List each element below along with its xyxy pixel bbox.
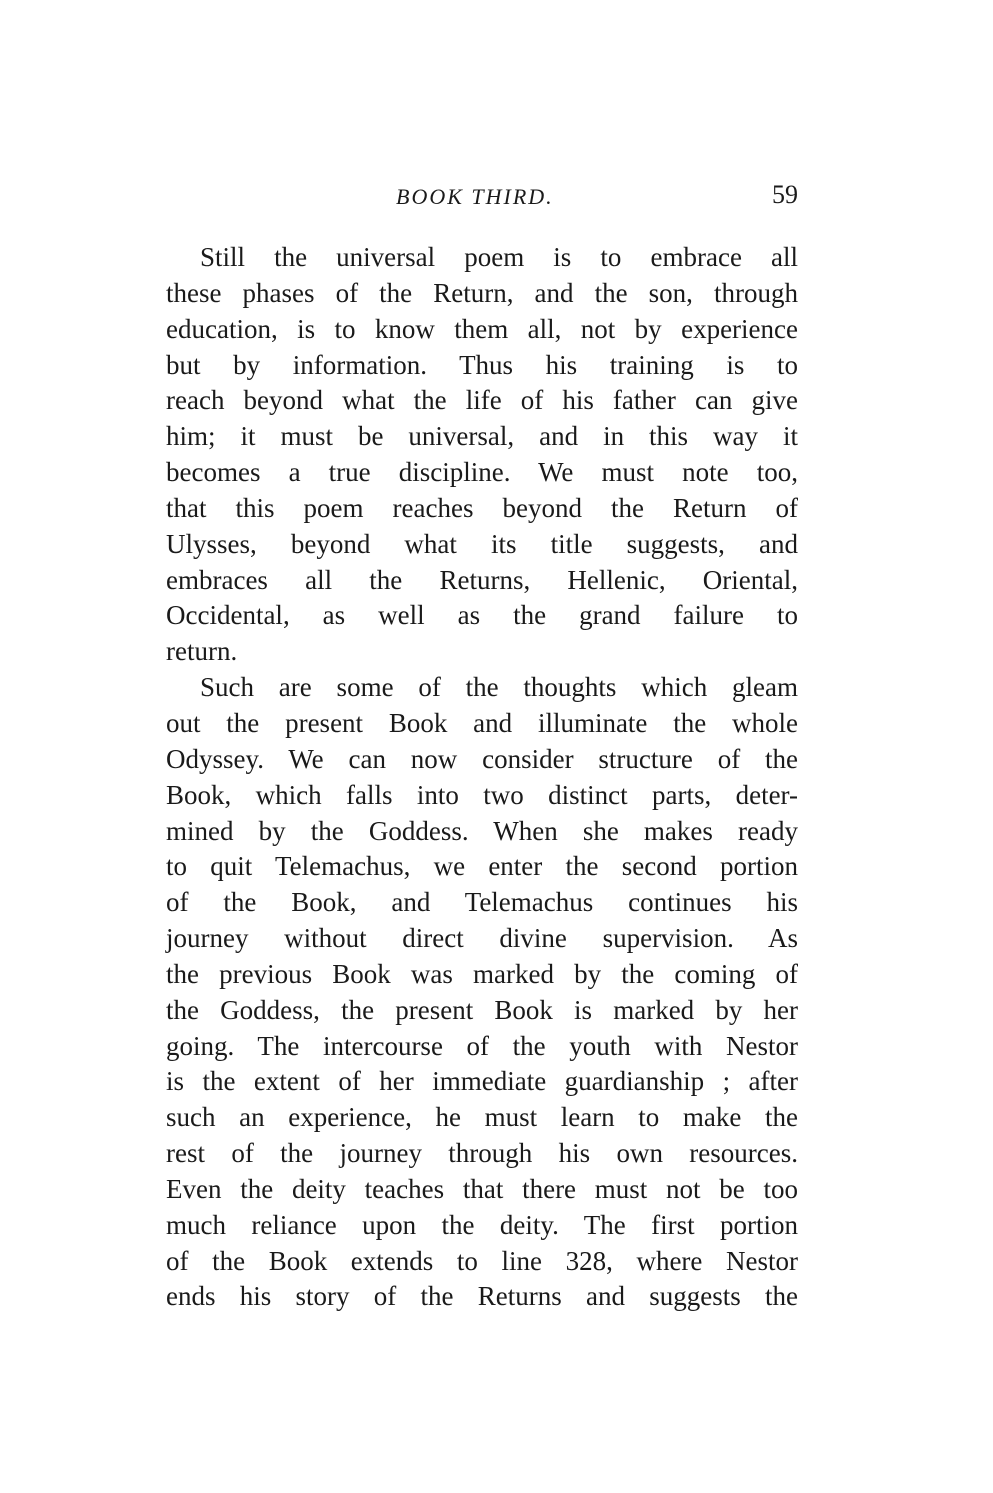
text-line: these phases of the Return, and the son, through	[166, 277, 798, 308]
text-line: becomes a true discipline. We must note too,	[166, 457, 798, 488]
text-line: mined by the Goddess. When she makes ready	[166, 815, 798, 846]
text-line: is the extent of her immediate guardianship ; after	[166, 1066, 798, 1097]
text-line: Still the universal poem is to embrace all	[200, 242, 798, 272]
text-line: education, is to know them all, not by experience	[166, 313, 798, 344]
page-number: 59	[772, 180, 798, 209]
text-line: reach beyond what the life of his father can give	[166, 385, 798, 416]
body-text	[166, 240, 798, 1315]
text-line: out the present Book and illuminate the whole	[166, 707, 798, 738]
text-line: rest of the journey through his own resources.	[166, 1138, 798, 1169]
running-head	[166, 180, 798, 220]
text-line: Even the deity teaches that there must not be too	[166, 1173, 798, 1204]
text-line: Such are some of the thoughts which gleam	[200, 672, 798, 703]
text-line: Ulysses, beyond what its title suggests, and	[166, 528, 798, 559]
text-line: to quit Telemachus, we enter the second portion	[166, 851, 798, 882]
text-line: of the Book, and Telemachus continues his	[166, 887, 798, 918]
text-line: that this poem reaches beyond the Return of	[166, 492, 798, 523]
text-line: journey without direct divine supervision. As	[166, 923, 798, 954]
running-title: BOOK THIRD.	[396, 184, 554, 209]
text-line: embraces all the Returns, Hellenic, Oriental,	[166, 564, 798, 595]
text-line: going. The intercourse of the youth with Nestor	[166, 1030, 798, 1061]
text-line: return.	[166, 636, 238, 667]
text-line: Book, which falls into two distinct parts, deter-	[166, 779, 798, 810]
text-line: but by information. Thus his training is to	[166, 349, 798, 380]
text-line: Odyssey. We can now consider structure of the	[166, 743, 798, 774]
text-line: much reliance upon the deity. The first portion	[166, 1209, 798, 1240]
text-line: of the Book extends to line 328, where Nestor	[166, 1245, 798, 1276]
text-line: ends his story of the Returns and suggests the	[166, 1281, 798, 1312]
text-line: Occidental, as well as the grand failure to	[166, 600, 798, 631]
text-line: him; it must be universal, and in this way it	[166, 421, 798, 452]
text-line: the Goddess, the present Book is marked by her	[166, 994, 798, 1025]
text-line: the previous Book was marked by the coming of	[166, 958, 798, 989]
text-line: such an experience, he must learn to make the	[166, 1102, 798, 1133]
